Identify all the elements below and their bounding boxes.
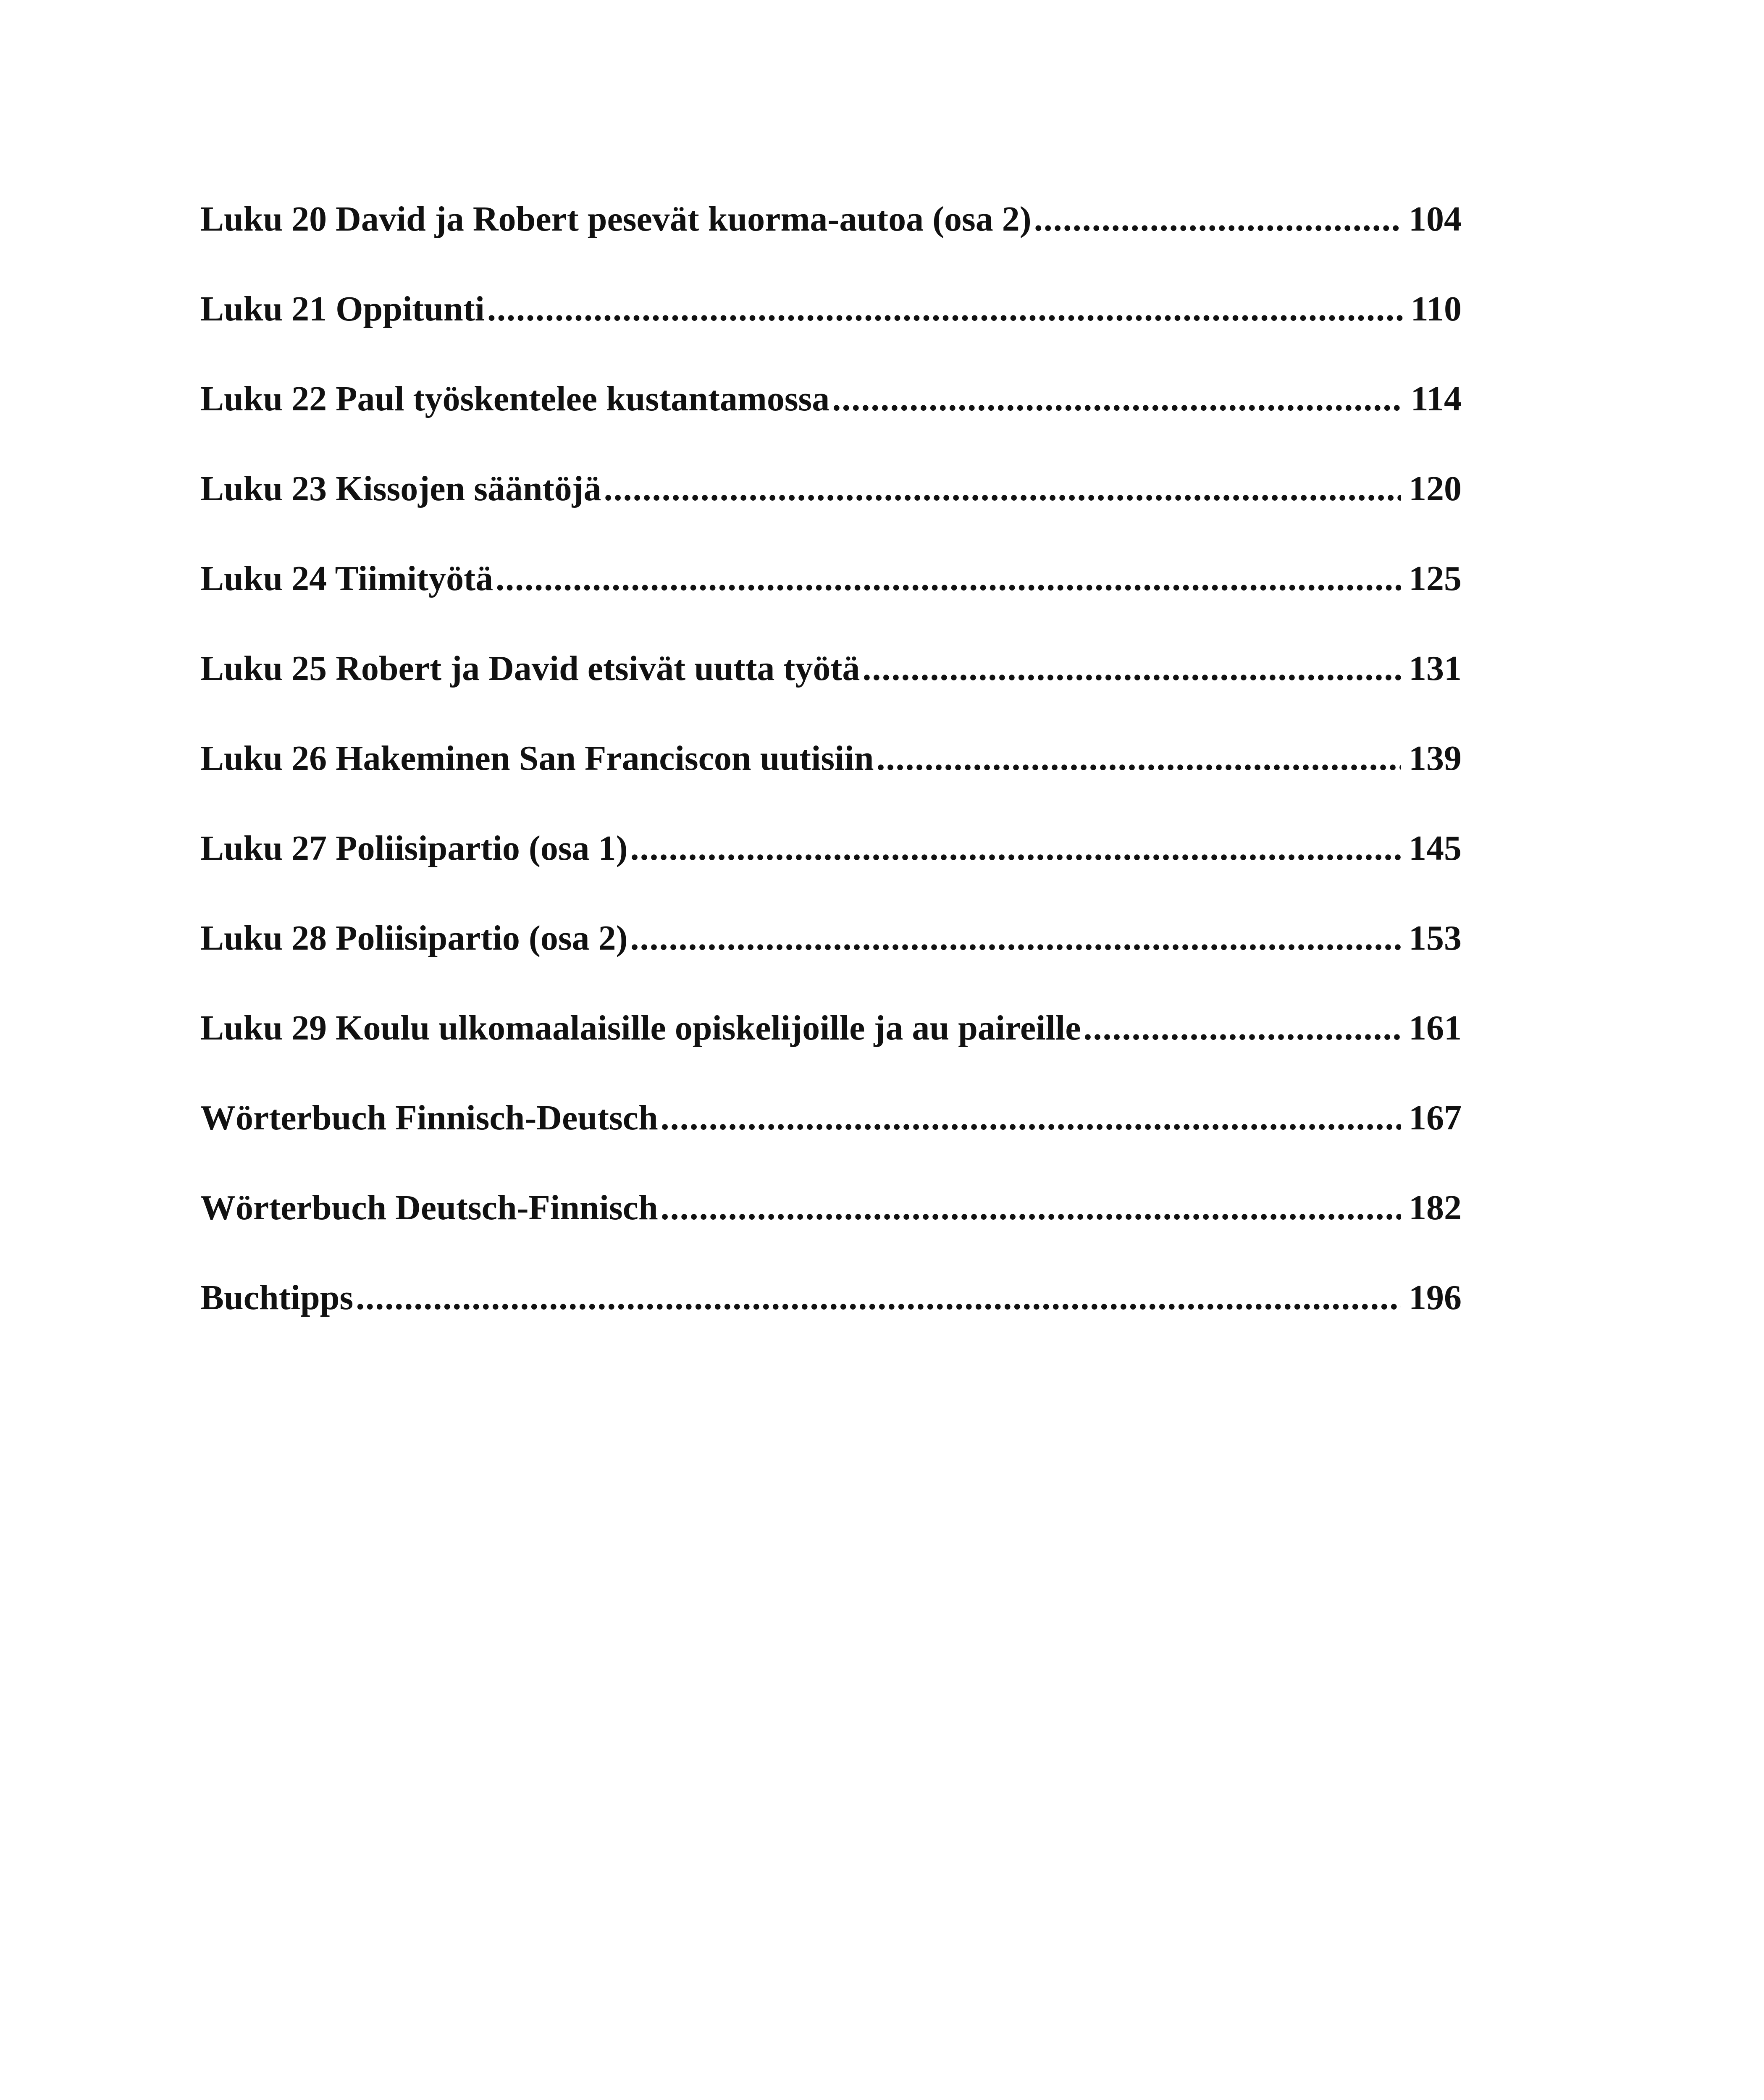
toc-entry-title: Luku 28 Poliisipartio (osa 2) bbox=[200, 919, 628, 958]
toc-entry-page: 131 bbox=[1409, 649, 1462, 688]
toc-entry-chapter-24[interactable] bbox=[200, 561, 1462, 651]
toc-dot-leader bbox=[876, 741, 1401, 776]
toc-dot-leader bbox=[661, 1100, 1401, 1136]
toc-entry-title: Wörterbuch Finnisch-Deutsch bbox=[200, 1098, 658, 1137]
toc-entry-title: Luku 22 Paul työskentelee kustantamossa bbox=[200, 379, 830, 418]
toc-entry-title: Luku 29 Koulu ulkomaalaisille opiskelijoille ja au paireille bbox=[200, 1008, 1081, 1047]
toc-dot-leader bbox=[630, 831, 1401, 866]
toc-entry-page: 196 bbox=[1409, 1278, 1462, 1317]
toc-dot-leader bbox=[487, 291, 1403, 327]
toc-entry-dictionary-fi-de[interactable] bbox=[200, 1100, 1462, 1190]
toc-entry-page: 167 bbox=[1409, 1098, 1462, 1137]
toc-entry-page: 120 bbox=[1409, 469, 1462, 508]
toc-dot-leader bbox=[832, 381, 1403, 417]
toc-entry-title: Luku 21 Oppitunti bbox=[200, 289, 485, 328]
toc-entry-page: 182 bbox=[1409, 1188, 1462, 1227]
toc-entry-chapter-25[interactable] bbox=[200, 651, 1462, 741]
toc-entry-page: 110 bbox=[1410, 289, 1462, 328]
toc-entry-page: 125 bbox=[1409, 559, 1462, 598]
toc-entry-title: Wörterbuch Deutsch-Finnisch bbox=[200, 1188, 658, 1227]
toc-entry-page: 153 bbox=[1409, 919, 1462, 958]
toc-dot-leader bbox=[862, 651, 1401, 686]
toc-dot-leader bbox=[496, 561, 1401, 596]
toc-entry-title: Luku 23 Kissojen sääntöjä bbox=[200, 469, 601, 508]
toc-entry-page: 104 bbox=[1409, 200, 1462, 239]
toc-entry-title: Luku 24 Tiimityötä bbox=[200, 559, 494, 598]
toc-entry-page: 139 bbox=[1409, 739, 1462, 778]
toc-entry-chapter-21[interactable] bbox=[200, 291, 1462, 381]
toc-entry-page: 145 bbox=[1409, 829, 1462, 868]
toc-dot-leader bbox=[604, 471, 1401, 507]
toc-entry-title: Luku 25 Robert ja David etsivät uutta työtä bbox=[200, 649, 860, 688]
toc-dot-leader bbox=[661, 1190, 1401, 1226]
toc-entry-title: Luku 26 Hakeminen San Franciscon uutisiin bbox=[200, 739, 874, 778]
toc-entry-chapter-27[interactable] bbox=[200, 831, 1462, 921]
toc-entry-title: Luku 20 David ja Robert pesevät kuorma-autoa (osa 2) bbox=[200, 200, 1032, 239]
toc-dot-leader bbox=[1083, 1011, 1401, 1046]
toc-dot-leader bbox=[630, 921, 1401, 956]
toc-entry-title: Luku 27 Poliisipartio (osa 1) bbox=[200, 829, 628, 868]
toc-entry-chapter-20[interactable] bbox=[200, 202, 1462, 291]
toc-entry-dictionary-de-fi[interactable] bbox=[200, 1190, 1462, 1280]
table-of-contents bbox=[200, 202, 1462, 1370]
toc-dot-leader bbox=[356, 1280, 1401, 1315]
toc-entry-chapter-22[interactable] bbox=[200, 381, 1462, 471]
toc-entry-title: Buchtipps bbox=[200, 1278, 354, 1317]
toc-entry-page: 114 bbox=[1410, 379, 1462, 418]
toc-entry-chapter-28[interactable] bbox=[200, 921, 1462, 1011]
toc-entry-chapter-29[interactable] bbox=[200, 1008, 1462, 1100]
toc-entry-chapter-23[interactable] bbox=[200, 471, 1462, 561]
toc-entry-book-tips[interactable] bbox=[200, 1280, 1462, 1370]
toc-dot-leader bbox=[1034, 202, 1401, 237]
toc-entry-chapter-26[interactable] bbox=[200, 741, 1462, 831]
toc-entry-page: 161 bbox=[1409, 1008, 1462, 1047]
